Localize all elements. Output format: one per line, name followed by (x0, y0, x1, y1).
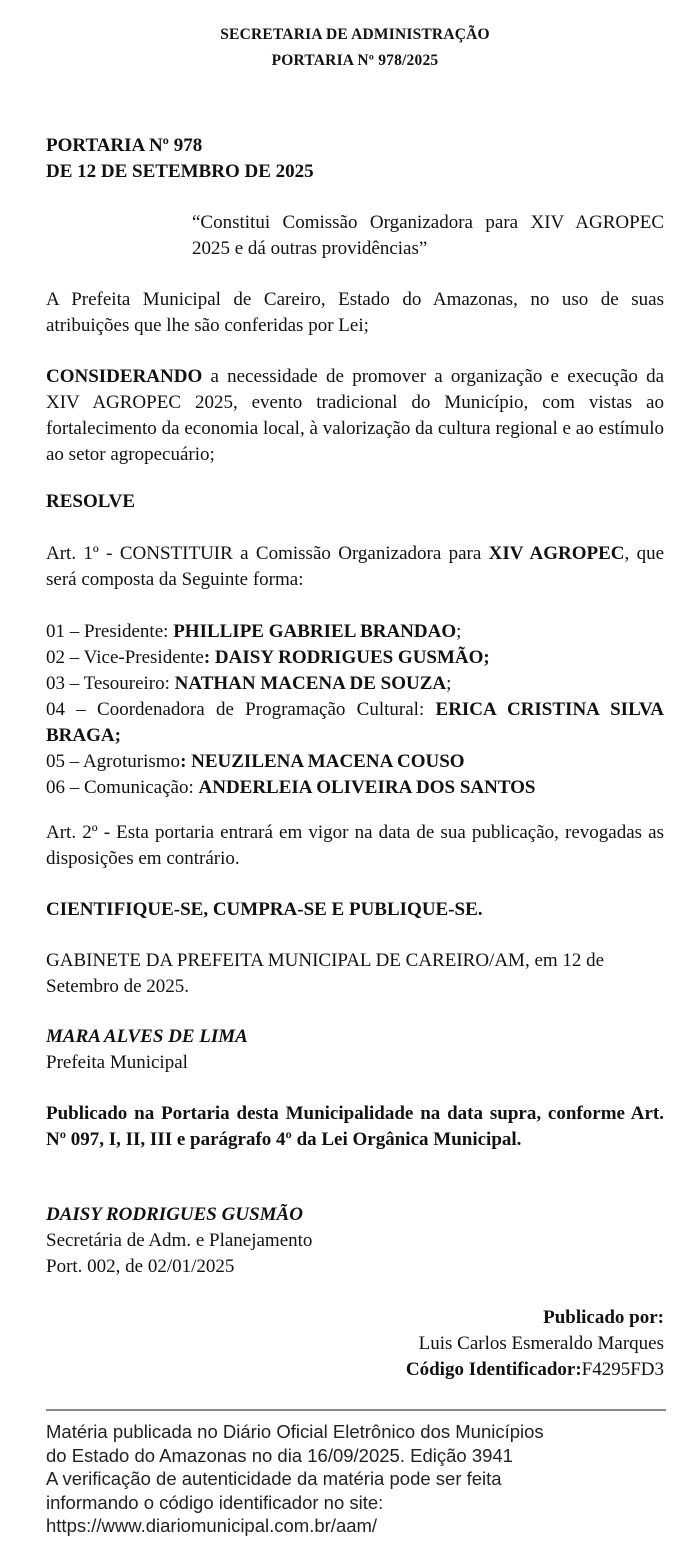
ementa: “Constitui Comissão Organizadora para XIV AGROPEC 2025 e dá outras providências” (192, 212, 664, 259)
publisher-block (406, 1305, 664, 1383)
secretary-name: DAISY RODRIGUES GUSMÃO (46, 1204, 303, 1225)
member-name: NATHAN MACENA DE SOUZA (174, 673, 447, 694)
footer-line: do Estado do Amazonas no dia 16/09/2025. Edição 3941 (46, 1444, 513, 1466)
considerando-text: a necessidade de promover a organização e execução da XIV AGROPEC 2025, evento tradicional do Município, com vistas ao fortalecimento da economia local, à valorização da cultura regional e ao estímulo ao setor agropecuário; (46, 366, 664, 465)
preamble-paragraph: A Prefeita Municipal de Careiro, Estado do Amazonas, no uso de suas atribuições que lhe são conferidas por Lei; (46, 289, 664, 336)
publication-note: Publicado na Portaria desta Municipalidade na data supra, conforme Art. Nº 097, I, II, III e parágrafo 4º da Lei Orgânica Municipal. (46, 1103, 664, 1150)
member-item (46, 645, 664, 671)
footer-url[interactable]: https://www.diariomunicipal.com.br/aam/ (46, 1515, 378, 1536)
footer-divider (46, 1409, 666, 1411)
member-item (46, 697, 664, 749)
header-portaria-number: PORTARIA Nº 978/2025 (271, 52, 439, 69)
code-label: Código Identificador: (405, 1359, 582, 1380)
signature-mayor (46, 1024, 664, 1076)
member-item (46, 775, 664, 801)
considerando-paragraph (46, 364, 664, 468)
commission-members-list (46, 619, 664, 801)
member-role: 02 – Vice-Presidente (46, 647, 204, 668)
secretary-portaria: Port. 002, de 02/01/2025 (46, 1256, 235, 1277)
member-name: PHILLIPE GABRIEL BRANDAO (173, 621, 457, 642)
member-role: 06 – Comunicação: (46, 777, 199, 798)
gabinete-paragraph: GABINETE DA PREFEITA MUNICIPAL DE CAREIRO/AM, em 12 de Setembro de 2025. (46, 950, 605, 997)
cientifique-line: CIENTIFIQUE-SE, CUMPRA-SE E PUBLIQUE-SE. (46, 899, 483, 920)
title-date: DE 12 DE SETEMBRO DE 2025 (46, 161, 314, 182)
footer-line: informando o código identificador no site: (46, 1491, 384, 1513)
member-end: ; (456, 621, 462, 642)
publisher-name: Luis Carlos Esmeraldo Marques (418, 1333, 664, 1354)
member-role: 03 – Tesoureiro: (46, 673, 175, 694)
footer-line: Matéria publicada no Diário Oficial Eletrônico dos Municípios (46, 1421, 544, 1442)
member-name: : NEUZILENA MACENA COUSO (180, 751, 465, 772)
member-role: 01 – Presidente: (46, 621, 174, 642)
publisher-label: Publicado por: (543, 1307, 664, 1328)
footer-notice (46, 1420, 666, 1538)
mayor-title: Prefeita Municipal (46, 1052, 188, 1073)
art1-event: XIV AGROPEC (488, 543, 625, 564)
member-name: : DAISY RODRIGUES GUSMÃO; (203, 647, 490, 668)
document-title (46, 133, 664, 185)
resolve-heading: RESOLVE (46, 491, 136, 512)
member-role: 04 – Coordenadora de Programação Cultural: (46, 699, 436, 720)
member-name: ERICA CRISTINA SILVA BRAGA; (46, 699, 664, 746)
footer-line: A verificação de autenticidade da matéria pode ser feita (46, 1468, 502, 1489)
header-secretaria: SECRETARIA DE ADMINISTRAÇÃO (220, 26, 490, 43)
member-item (46, 671, 664, 697)
publisher-code (406, 1357, 664, 1383)
member-end: ; (446, 673, 452, 694)
article-2: Art. 2º - Esta portaria entrará em vigor na data de sua publicação, revogadas as disposições em contrário. (46, 822, 664, 869)
art1-prefix: Art. 1º - CONSTITUIR a Comissão Organizadora para (46, 543, 489, 564)
considerando-label: CONSIDERANDO (46, 366, 203, 387)
secretary-title: Secretária de Adm. e Planejamento (46, 1230, 313, 1251)
signature-secretary (46, 1202, 664, 1280)
member-item (46, 749, 664, 775)
member-name: ANDERLEIA OLIVEIRA DOS SANTOS (198, 777, 536, 798)
art1-suffix: , que será composta da Seguinte forma: (46, 543, 665, 590)
member-item (46, 619, 664, 645)
article-1 (46, 541, 664, 593)
code-value: F4295FD3 (581, 1359, 664, 1380)
member-role: 05 – Agroturismo (46, 751, 181, 772)
mayor-name: MARA ALVES DE LIMA (46, 1026, 248, 1047)
title-portaria: PORTARIA Nº 978 (46, 135, 203, 156)
